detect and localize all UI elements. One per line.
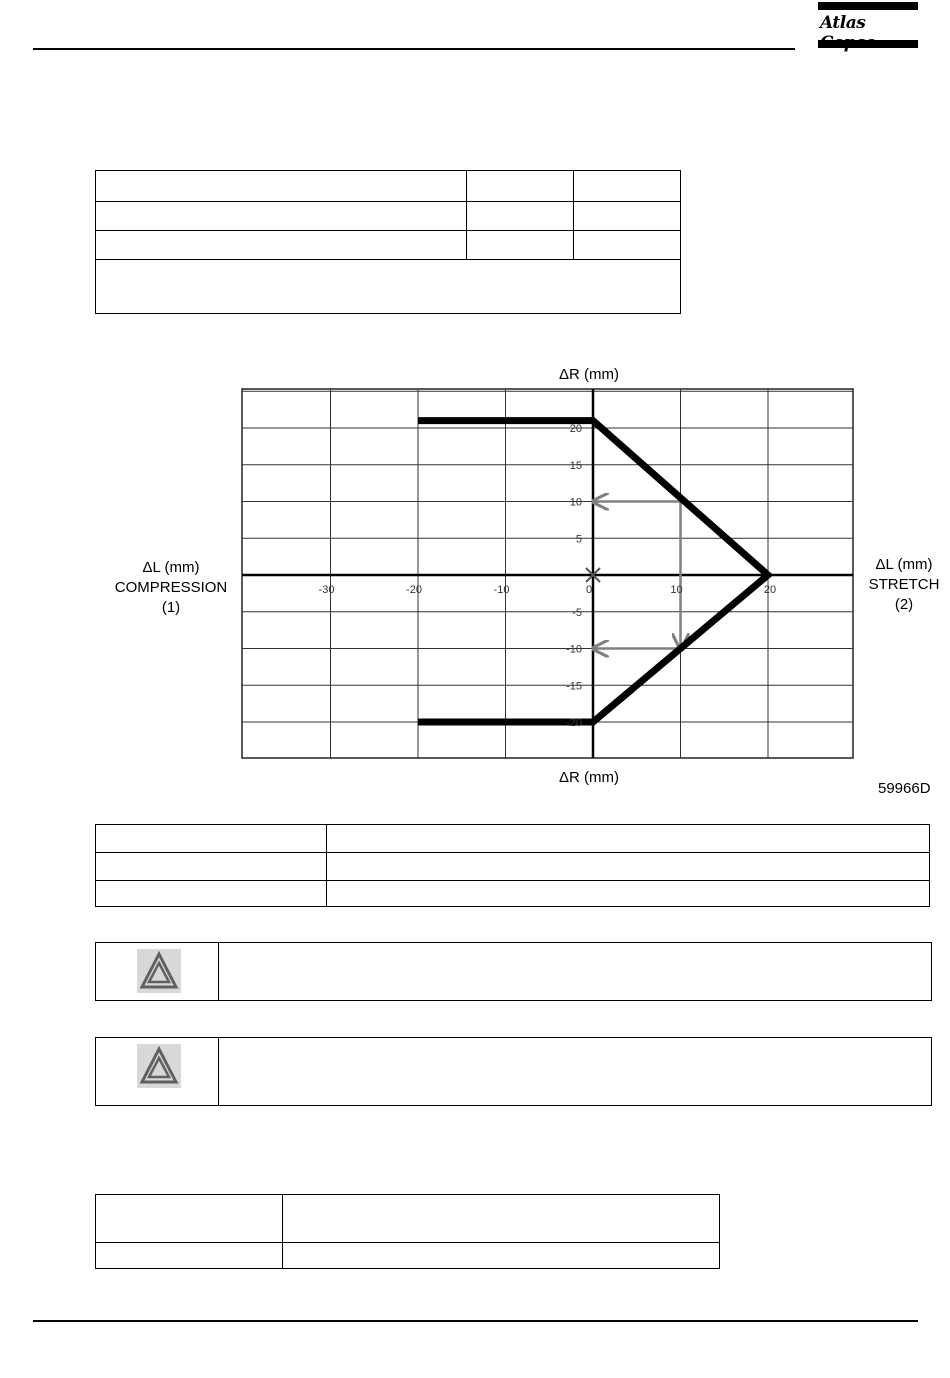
x-tick-label: -10 bbox=[493, 584, 510, 596]
table-cell bbox=[96, 881, 327, 907]
y-tick-label: -15 bbox=[566, 680, 582, 693]
warning-text-cell bbox=[219, 1038, 932, 1106]
compression-label-line2: COMPRESSION bbox=[114, 579, 228, 596]
table-cell bbox=[327, 881, 930, 907]
table-cell bbox=[327, 853, 930, 881]
warning-triangle-icon bbox=[137, 949, 181, 993]
table-cell bbox=[96, 853, 327, 881]
table-cell bbox=[96, 825, 327, 853]
y-tick-label: -10 bbox=[566, 643, 582, 656]
x-tick-label: -30 bbox=[318, 584, 335, 596]
y-tick-label: -20 bbox=[566, 717, 582, 729]
warning-triangle-icon bbox=[137, 1044, 181, 1088]
x-tick-label: -20 bbox=[406, 584, 422, 596]
y-tick-label: -5 bbox=[572, 606, 582, 619]
bottom-axis-label: ΔR (mm) bbox=[559, 769, 619, 786]
spec-table-3 bbox=[95, 1194, 720, 1269]
warning-box-1 bbox=[95, 942, 932, 1001]
spec-table-2 bbox=[95, 824, 930, 907]
figure-id: 59966D bbox=[878, 780, 931, 797]
stretch-label-line3: (2) bbox=[894, 596, 914, 613]
x-tick-label: 10 bbox=[670, 584, 683, 596]
warning-icon-cell bbox=[96, 943, 219, 1001]
y-tick-label: 10 bbox=[569, 496, 582, 509]
table-cell bbox=[96, 1243, 283, 1269]
table-cell bbox=[96, 1195, 283, 1243]
y-tick-label: 15 bbox=[569, 459, 582, 472]
compression-label-line1: ΔL (mm) bbox=[142, 559, 200, 576]
table-cell bbox=[327, 825, 930, 853]
table-cell bbox=[283, 1243, 720, 1269]
stretch-label-line2: STRETCH bbox=[868, 576, 940, 593]
logo-text: Atlas bbox=[820, 13, 866, 33]
warning-box-2 bbox=[95, 1037, 932, 1106]
x-tick-label: 0 bbox=[585, 584, 593, 596]
x-tick-label: 20 bbox=[763, 584, 777, 596]
compression-label-line3: (1) bbox=[161, 599, 181, 616]
table-cell bbox=[283, 1195, 720, 1243]
stretch-label-line1: ΔL (mm) bbox=[875, 556, 933, 573]
y-tick-label: 5 bbox=[575, 533, 582, 546]
top-axis-label: ΔR (mm) bbox=[559, 366, 619, 383]
warning-text-cell bbox=[219, 943, 932, 1001]
warning-icon-cell bbox=[96, 1038, 219, 1106]
y-tick-label: 20 bbox=[569, 423, 582, 435]
footer-rule bbox=[33, 1320, 918, 1322]
